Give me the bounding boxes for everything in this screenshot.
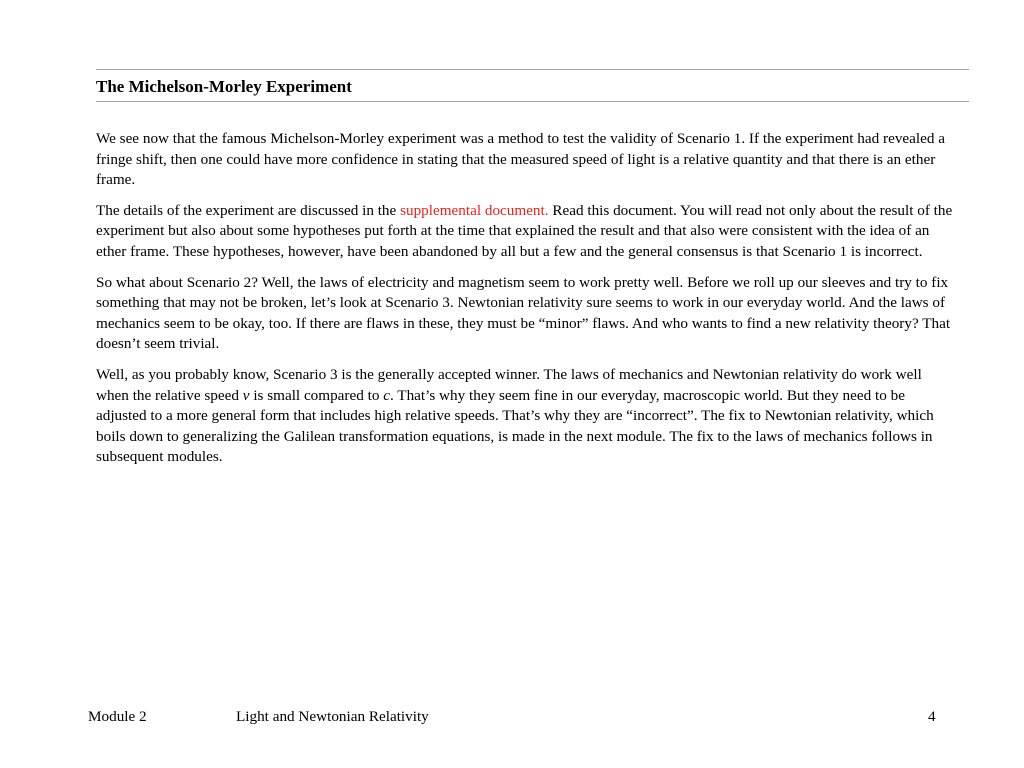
paragraph-text-part-3: . That’s why they seem fine in our everyday, macroscopic world. But they need to be adjusted to a more general form that includes high relative speeds. That’s why they are “incorrect”. The fix to Newtonian relativity, which boils down to generalizing the Galilean transformation equations, is made in the next module. The fix to the laws of mechanics follows in subsequent modules. bbox=[96, 386, 934, 466]
footer-module-label: Module 2 bbox=[88, 708, 147, 725]
paragraph-scenario-1-test: We see now that the famous Michelson-Morley experiment was a method to test the validity of Scenario 1. If the experiment had revealed a fringe shift, then one could have more confidence in stating that the measured speed of light is a relative quantity and that there is an ether frame. bbox=[96, 130, 946, 189]
footer-page-number: 4 bbox=[928, 708, 936, 725]
top-divider bbox=[96, 69, 969, 70]
paragraph-experiment-details bbox=[96, 201, 958, 263]
slide-body bbox=[96, 129, 958, 478]
supplemental-document-link[interactable]: supplemental document. bbox=[400, 201, 549, 219]
paragraph-scenario-3-winner bbox=[96, 365, 958, 468]
title-divider bbox=[96, 101, 969, 102]
variable-c: c bbox=[383, 386, 390, 404]
paragraph-scenario-2-and-3: So what about Scenario 2? Well, the laws of electricity and magnetism seem to work pretty well. Before we roll up our sleeves and try to fix something that may not be broken, let’s look at Scenario 3. Newtonian relativity sure seems to work in our everyday world. And the laws of mechanics seem to be okay, too. If there are flaws in these, they must be “minor” flaws. And who wants to find a new relativity theory? That doesn’t seem trivial. bbox=[96, 273, 951, 353]
footer-course-title: Light and Newtonian Relativity bbox=[236, 708, 429, 725]
paragraph-text-before-link: The details of the experiment are discussed in the bbox=[96, 201, 401, 219]
paragraph-text-part-2: is small compared to bbox=[249, 386, 384, 404]
paragraph-text-after-link: Read this document. You will read not only about the result of the experiment but also about some hypotheses put forth at the time that explained the result and that also were consistent with the idea of an ether frame. These hypotheses, however, have been abandoned by all but a few and the general consensus is that Scenario 1 is incorrect. bbox=[96, 201, 953, 260]
paragraph-text-part-1: Well, as you probably know, Scenario 3 is the generally accepted winner. The laws of mechanics and Newtonian relativity do work well when the relative speed bbox=[96, 365, 922, 404]
variable-v: v bbox=[242, 386, 250, 404]
slide-title: The Michelson-Morley Experiment bbox=[96, 77, 352, 96]
